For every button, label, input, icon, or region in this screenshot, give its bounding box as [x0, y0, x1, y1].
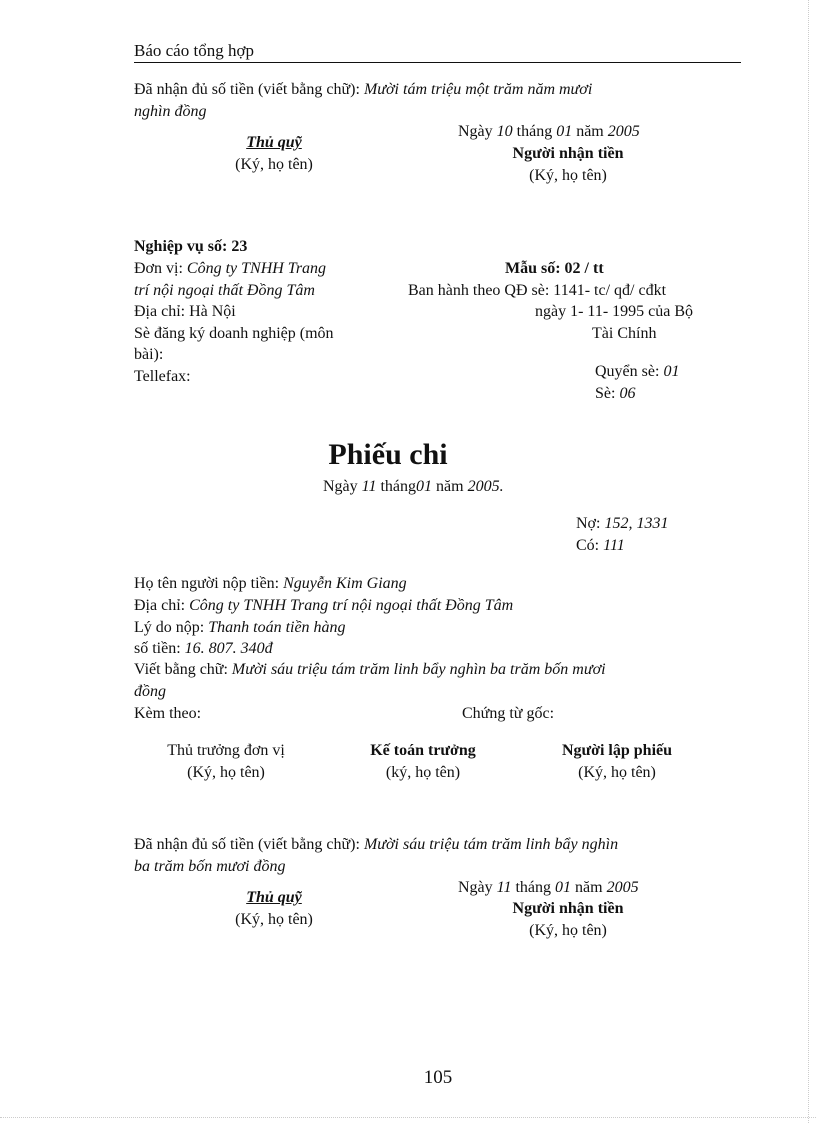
receipt-date-year-label: năm [575, 879, 603, 896]
received-line1 [134, 834, 618, 856]
unit-label: Đơn vị: [134, 260, 183, 277]
voucher-address-line [134, 595, 513, 617]
amount-value: 16. 807. 340đ [184, 640, 273, 657]
prev-received-words-line2: nghìn đồng [134, 103, 207, 120]
header-divider [134, 62, 741, 63]
reason-line [134, 617, 346, 639]
receipt-date-year: 2005 [606, 879, 639, 896]
sig-director [136, 740, 316, 784]
sig-accountant-title: Kế toán trưởng [370, 742, 476, 759]
voucher-date-day: 11 [361, 478, 377, 495]
receipt-date-prefix: Ngày [458, 879, 493, 896]
voucher-address-label: Địa chỉ: [134, 597, 186, 614]
fax-label: Tellefax: [134, 368, 191, 385]
voucher-date-month-label: tháng [380, 478, 417, 495]
payer-label: Họ tên người nộp tiền: [134, 575, 280, 592]
book-label: Quyển sè: [595, 363, 660, 380]
received-label: Đã nhận đủ số tiền (viết bằng chữ): [134, 836, 360, 853]
unit-value-line2: trí nội ngoại thất Đồng Tâm [134, 282, 315, 299]
credit-label: Có: [576, 537, 600, 554]
words-value-line2: đồng [134, 683, 166, 700]
sig-preparer-title: Người lập phiếu [561, 742, 673, 759]
sig-director-sign: (Ký, họ tên) [187, 764, 265, 781]
receiver-title: Người nhận tiền [512, 900, 624, 917]
debit-value: 152, 1331 [604, 515, 669, 532]
header-title: Báo cáo tổng hợp [134, 41, 254, 60]
prev-cashier-block [214, 132, 334, 176]
voucher-serial [595, 383, 635, 405]
prev-date-prefix: Ngày [458, 123, 493, 140]
prev-date [458, 121, 640, 143]
book-value: 01 [663, 363, 680, 380]
cashier-sign: (Ký, họ tên) [235, 911, 313, 928]
sig-accountant [338, 740, 508, 784]
voucher-date-year-label: năm [436, 478, 464, 495]
prev-received-label: Đã nhận đủ số tiền (viết bằng chữ): [134, 81, 360, 98]
page-right-divider [808, 0, 809, 1123]
voucher-date-prefix: Ngày [323, 478, 358, 495]
receipt-date-month: 01 [555, 879, 572, 896]
prev-date-month-label: tháng [516, 123, 553, 140]
original-docs-label: Chứng từ gốc: [462, 705, 555, 722]
voucher-date [323, 476, 504, 498]
prev-date-month: 01 [556, 123, 573, 140]
receipt-date-day: 11 [496, 879, 512, 896]
prev-cashier-sign: (Ký, họ tên) [235, 156, 313, 173]
serial-label: Sè: [595, 385, 616, 402]
prev-receiver-sign: (Ký, họ tên) [529, 167, 607, 184]
credit-value: 111 [603, 537, 625, 554]
debit-line [576, 513, 668, 535]
book-number [595, 361, 679, 383]
prev-date-year: 2005 [607, 123, 640, 140]
issued-line2: ngày 1- 11- 1995 của Bộ [535, 303, 694, 320]
payer-value: Nguyễn Kim Giang [283, 575, 407, 592]
payer-line [134, 573, 407, 595]
reason-label: Lý do nộp: [134, 619, 205, 636]
sig-preparer-sign: (Ký, họ tên) [578, 764, 656, 781]
received-words: Mười sáu triệu tám trăm linh bẩy nghìn [363, 836, 619, 853]
registration-line1: Sè đăng ký doanh nghiệp (môn [134, 325, 334, 342]
address-line: Địa chỉ: Hà Nội [134, 303, 236, 320]
prev-received-words: Mười tám triệu một trăm năm mươi [363, 81, 593, 98]
unit-value: Công ty TNHH Trang [186, 260, 327, 277]
prev-date-day: 10 [496, 123, 513, 140]
issued-line3: Tài Chính [592, 325, 657, 342]
serial-value: 06 [619, 385, 636, 402]
sig-preparer [532, 740, 702, 784]
amount-line [134, 638, 273, 660]
voucher-date-year: 2005. [467, 478, 504, 495]
received-words-line2: ba trăm bốn mươi đồng [134, 858, 286, 875]
prev-received-line1 [134, 79, 592, 101]
voucher-date-month: 01 [416, 478, 433, 495]
registration-line2: bài): [134, 346, 164, 363]
reason-value: Thanh toán tiền hàng [208, 619, 346, 636]
debit-label: Nợ: [576, 515, 601, 532]
issued-line1: Ban hành theo QĐ sè: 1141- tc/ qđ/ cđkt [408, 282, 667, 299]
page-number: 105 [423, 1067, 453, 1088]
voucher-address-value: Công ty TNHH Trang trí nội ngoại thất Đồng Tâm [189, 597, 514, 614]
sig-director-title: Thủ trưởng đơn vị [167, 742, 285, 759]
prev-date-year-label: năm [576, 123, 604, 140]
prev-receiver-title: Người nhận tiền [512, 145, 624, 162]
transaction-number: Nghiệp vụ số: 23 [134, 238, 248, 255]
receipt-date-month-label: tháng [515, 879, 552, 896]
unit-line [134, 258, 326, 280]
receiver-block [488, 898, 648, 942]
page-title: Phiếu chi [328, 438, 448, 471]
words-label: Viết bằng chữ: [134, 661, 228, 678]
credit-line [576, 535, 625, 557]
prev-receiver-block [488, 143, 648, 187]
sig-accountant-sign: (ký, họ tên) [385, 764, 461, 781]
amount-label: số tiền: [134, 640, 181, 657]
receiver-sign: (Ký, họ tên) [529, 922, 607, 939]
form-number: Mẫu số: 02 / tt [505, 260, 604, 277]
words-line [134, 659, 606, 681]
prev-cashier-title: Thủ quỹ [246, 134, 302, 151]
cashier-title: Thủ quỹ [246, 889, 302, 906]
attach-label: Kèm theo: [134, 705, 202, 722]
cashier-block [214, 887, 334, 931]
page-bottom-divider [0, 1117, 816, 1118]
receipt-date [458, 877, 639, 899]
words-value: Mười sáu triệu tám trăm linh bẩy nghìn ba trăm bốn mươi [231, 661, 606, 678]
